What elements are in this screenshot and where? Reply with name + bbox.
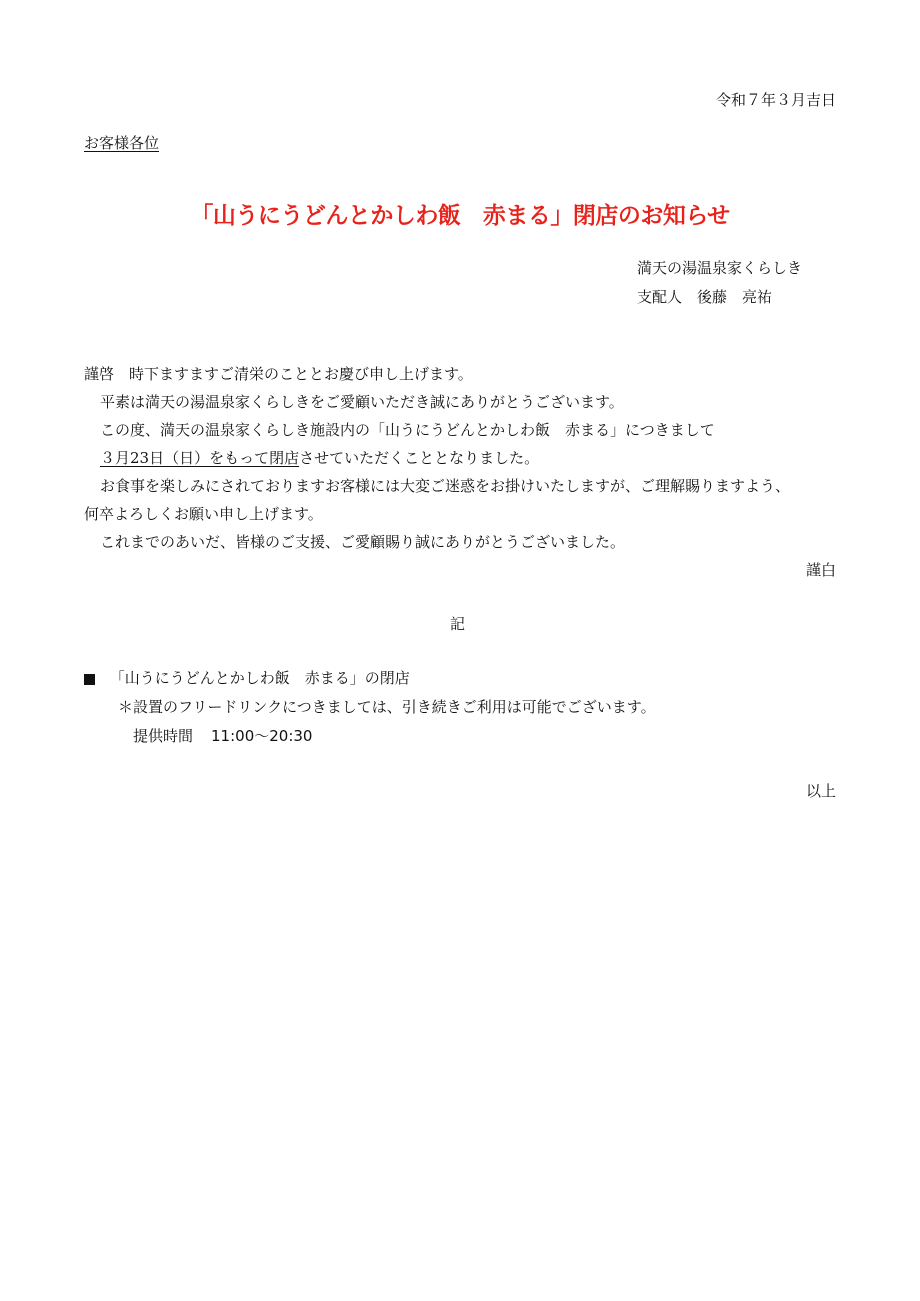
- body-line-3: [100, 448, 539, 468]
- item-label: 「山うにうどんとかしわ飯 赤まる」の閉店: [109, 669, 410, 687]
- sender-person: 支配人 後藤 亮祐: [637, 288, 773, 306]
- closing-word: 謹白: [805, 561, 836, 579]
- closing-date-text: ３月23日（日）をもって閉店: [100, 449, 300, 467]
- recipient: お客様各位: [84, 134, 160, 152]
- ki-heading: 記: [450, 615, 466, 633]
- hours-value: 11:00～20:30: [211, 727, 313, 745]
- date: 令和７年３月吉日: [715, 91, 836, 109]
- closing-date-rest: させていただくこととなりました。: [299, 449, 540, 467]
- hours-line: [133, 726, 312, 746]
- body-line-1: 平素は満天の湯温泉家くらしきをご愛顧いただき誠にありがとうございます。: [100, 393, 624, 411]
- greeting-line: 謹啓 時下ますますご清栄のこととお慶び申し上げます。: [84, 365, 473, 383]
- black-square-icon: [84, 674, 95, 685]
- body-line-4b: 何卒よろしくお願い申し上げます。: [84, 505, 323, 523]
- page-title: 「山うにうどんとかしわ飯 赤まる」閉店のお知らせ: [190, 203, 730, 229]
- body-line-5: これまでのあいだ、皆様のご支援、ご愛顧賜り誠にありがとうございました。: [100, 533, 626, 551]
- sender-org: 満天の湯温泉家くらしき: [637, 259, 803, 277]
- item-line: [84, 668, 410, 688]
- hours-label: 提供時間: [133, 727, 194, 745]
- item-note: ＊設置のフリードリンクにつきましては、引き続きご利用は可能でございます。: [118, 698, 656, 716]
- body-line-2: この度、満天の温泉家くらしき施設内の「山うにうどんとかしわ飯 赤まる」につきまして: [100, 421, 715, 439]
- body-line-4a: お食事を楽しみにされておりますお客様には大変ご迷惑をお掛けいたしますが、ご理解賜りますよう、: [100, 477, 791, 495]
- end-mark: 以上: [805, 782, 836, 800]
